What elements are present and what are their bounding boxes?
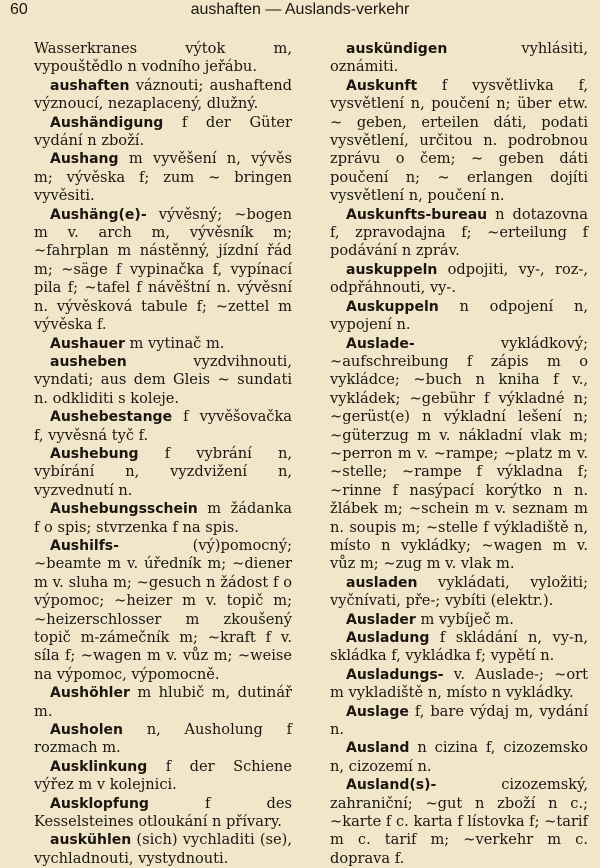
entry-headword: Auskuppeln	[346, 298, 439, 315]
entry-headword: Auskunft	[346, 77, 418, 94]
dictionary-entry	[330, 611, 588, 629]
entry-headword: Ausland(s)-	[346, 777, 437, 794]
running-head: aushaften — Auslands-verkehr	[190, 1, 410, 18]
entry-headword: Aushöhler	[50, 685, 130, 702]
dictionary-entry	[330, 574, 588, 611]
dictionary-entry	[330, 666, 588, 703]
entry-headword: Aushang	[50, 151, 119, 168]
dictionary-entry	[330, 629, 588, 666]
dictionary-entry	[34, 684, 292, 721]
dictionary-entry	[34, 335, 292, 353]
entry-definition: Wasserkranes výtok m, vypouštědlo n vodního jeřábu.	[34, 40, 292, 76]
entry-headword: Aushebungsschein	[50, 501, 198, 518]
entry-definition: n odpojení n, vypojení n.	[330, 297, 588, 334]
entry-definition: f der Schiene výřez m v kolejnici.	[34, 757, 292, 794]
dictionary-entry	[330, 776, 588, 868]
entry-definition: m žádanka f o spis; stvrzenka f na spis.	[34, 500, 292, 536]
entry-headword: Auslade-	[346, 335, 415, 352]
entry-definition: f vyvěšovačka f, vyvěsná tyč f.	[34, 408, 292, 444]
dictionary-entry	[34, 537, 292, 684]
entry-headword: Ausklinkung	[50, 758, 148, 775]
entry-headword: ausheben	[50, 353, 127, 370]
dictionary-entry	[34, 40, 292, 77]
page-header	[0, 0, 600, 22]
entry-definition: v. Auslade-; ~ort m vykladiště n, místo n vykládky.	[330, 665, 588, 702]
entry-definition: m hlubič m, dutinář m.	[34, 684, 292, 720]
entry-headword: Ausklopfung	[50, 795, 149, 812]
entry-headword: auskündigen	[346, 41, 448, 57]
dictionary-entry	[34, 500, 292, 537]
left-column	[34, 40, 292, 868]
entry-definition: f der Güter vydání n zboží.	[34, 113, 292, 150]
entry-definition: vykládkový; ~aufschreibung f zápis m o vykládce; ~buch n kniha f v., vykládek; ~gebühr f výkladné n; ~gerüst(e) n výkladní lešení n; ~güterzug m v. nákladní vlak m; ~perron m v. ~rampe; ~platz m v. ~stelle; ~rampe f výkladna f; ~rinne f nasýpací korýtko n n. žlábek m; ~schein m v. seznam m n. soupis m; ~stelle f výkladiště n, místo n vykládky; ~wagen m v. vůz m; ~zug m v. vlak m.	[330, 334, 588, 573]
entry-definition: vyzdvihnouti, vyndati; aus dem Gleis ~ sundati n. odkliditi s koleje.	[34, 352, 292, 407]
entry-headword: Auslage	[346, 703, 409, 720]
entry-definition: (vý)pomocný; ~beamte m v. úředník m; ~diener m v. sluha m; ~gesuch n žádost f o výpomoc; ~heizer m v. topič m; ~heizerschlosser m zkoušený topič m-zámečník m; ~kraft f v. síla f; ~wagen m v. vůz m; ~weise na výpomoc, výpomocně.	[34, 536, 292, 683]
entry-definition: cizozemský, zahraniční; ~gut n zboží n c.; ~karte f c. karta f lístovka f; ~tarif m c. tarif m; ~verkehr m c. doprava f.	[330, 776, 588, 867]
dictionary-entry	[34, 758, 292, 795]
entry-definition: odpojiti, vy-, roz-, odpřáhnouti, vy-.	[330, 260, 588, 297]
dictionary-entry	[330, 261, 588, 298]
entry-headword: Auskunfts-bureau	[346, 206, 488, 223]
right-column	[330, 40, 588, 868]
entry-definition: f skládání n, vy-n, skládka f, vykládka f; vypětí n.	[330, 629, 588, 665]
entry-definition: m vybíječ m.	[415, 610, 514, 628]
dictionary-entry	[34, 150, 292, 205]
entry-definition: (sich) vychladiti (se), vychladnouti, vystydnouti.	[34, 831, 292, 867]
dictionary-entry	[34, 445, 292, 500]
dictionary-entry	[330, 739, 588, 776]
entry-headword: auskühlen	[50, 832, 132, 849]
entry-definition: f vysvětlivka f, vysvětlení n, poučení n; über etw. ~ geben, erteilen dáti, podati vysvětlení, určitou n. podrobnou zprávu o čem; ~ geben dáti poučení n; ~ erlangen dojíti vysvětlení n, poučení n.	[330, 76, 588, 205]
dictionary-entry	[34, 408, 292, 445]
entry-headword: aushaften	[50, 77, 130, 94]
entry-headword: Ausladung	[346, 630, 430, 646]
entry-definition: vykládati, vyložiti; vyčnívati, pře-; vybíti (elektr.).	[330, 573, 588, 610]
dictionary-entry	[34, 721, 292, 758]
dictionary-entry	[34, 114, 292, 151]
dictionary-entry	[34, 795, 292, 832]
entry-headword: ausladen	[346, 574, 418, 591]
entry-headword: Aushauer	[50, 335, 125, 352]
entry-headword: auskuppeln	[346, 261, 438, 278]
dictionary-entry	[330, 703, 588, 740]
entry-headword: Aushäng(e)-	[50, 206, 147, 223]
dictionary-entry	[34, 353, 292, 408]
entry-definition: m vyvěšení n, vývěs m; vývěska f; zum ~ bringen vyvěsiti.	[34, 150, 292, 205]
dictionary-entry	[34, 77, 292, 114]
entry-headword: Aushilfs-	[50, 537, 119, 554]
dictionary-entry	[330, 77, 588, 206]
entry-definition: n cizina f, cizozemsko n, cizozemí n.	[330, 739, 588, 775]
entry-definition: m vytinač m.	[124, 334, 225, 352]
entry-definition: f des Kesselsteines otloukání n přívary.	[34, 794, 292, 831]
entry-headword: Ausladungs-	[346, 666, 444, 683]
entry-definition: vývěsný; ~bogen m v. arch m, vývěsník m; ~fahrplan m nástěnný, jízdní řád m; ~säge f vypinačka f, vypínací pila f; ~tafel f návěštní n. vývěsní n. vývěsková tabule f; ~zettel m vývěska f.	[34, 205, 292, 334]
dictionary-entry	[34, 206, 292, 335]
entry-definition: váznouti; aushaftend význoucí, nezaplacený, dlužný.	[34, 76, 292, 113]
dictionary-entry	[330, 40, 588, 77]
entry-definition: n dotazovna f, zpravodajna f; ~erteilung f podávání n zpráv.	[330, 205, 588, 260]
page-number: 60	[10, 1, 28, 18]
entry-definition: n, Ausholung f rozmach m.	[34, 721, 292, 757]
entry-headword: Aushändigung	[50, 114, 164, 131]
entry-definition: vyhlásiti, oznámiti.	[330, 40, 588, 76]
entry-headword: Aushebung	[50, 445, 139, 462]
entry-definition: f vybrání n, vybírání n, vyzdvižení n, vyzvednutí n.	[34, 444, 292, 499]
entry-headword: Ausholen	[50, 722, 123, 739]
entry-definition: f, bare výdaj m, vydání n.	[330, 702, 588, 739]
entry-headword: Ausland	[346, 740, 410, 757]
entry-headword: Auslader	[346, 611, 416, 628]
dictionary-entry	[330, 206, 588, 261]
entry-headword: Aushebestange	[50, 409, 173, 426]
dictionary-entry	[330, 298, 588, 335]
dictionary-entry	[330, 335, 588, 574]
